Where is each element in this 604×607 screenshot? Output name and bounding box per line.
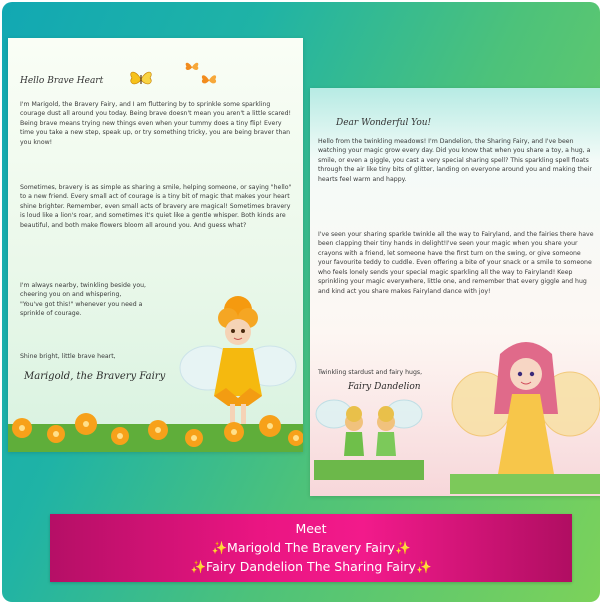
letter-greeting: Dear Wonderful You! — [336, 118, 432, 128]
letter-signature: Fairy Dandelion — [348, 382, 421, 392]
bravery-fairy-letter — [8, 38, 303, 452]
background-frame — [2, 2, 600, 602]
butterfly-icon — [200, 72, 218, 88]
letter-closing: Shine bright, little brave heart, — [20, 353, 116, 360]
letter-paragraph: I've seen your sharing sparkle twinkle all the way to Fairyland, and the fairies there have been clapping their tiny hands in delight!I've seen your magic when you share your crayons with a friend, let someone have the first turn on the swing, or give someone your favourite teddy to cuddle. Even offering a bite of your snack or a smile to someone who feels lonely sends your special magic sparkling all the way to Fairyland! Keep sprinkling your magic everywhere, little one, and remember that every giggle and hug and kind act you share makes Fairyland dance with joy! — [318, 231, 596, 295]
small-fairies-illustration — [314, 384, 424, 480]
banner-heading: Meet — [295, 521, 327, 536]
letter-signature: Marigold, the Bravery Fairy — [24, 371, 166, 382]
butterfly-icon — [128, 68, 154, 90]
letter-paragraph: I'm Marigold, the Bravery Fairy, and I am fluttering by to sprinkle some sparkling courage dust all around you today. Being brave doesn't mean you aren't a little scared! Being brave means trying new things even when your tummy does a tiny flip! Every time you take a new step, speak up, or try something tricky, you are being braver than you know! — [20, 101, 293, 146]
letter-paragraph: I'm always nearby, twinkling beside you, cheering you on and whispering, "You've got this!" whenever you need a sprinkle of courage. — [20, 282, 147, 318]
banner-fairy-name: ✨Fairy Dandelion The Sharing Fairy✨ — [190, 559, 432, 574]
dandelion-fairy-illustration — [450, 334, 600, 494]
letter-closing: Twinkling stardust and fairy hugs, — [318, 369, 423, 376]
banner-fairy-name: ✨Marigold The Bravery Fairy✨ — [211, 540, 411, 555]
meet-banner — [50, 514, 572, 582]
letter-paragraph: Hello from the twinkling meadows! I'm Dandelion, the Sharing Fairy, and I've been watching your magic grow every day. Did you know that when you share a toy, a hug, a smile, or even a giggle, you cast a very special sharing spell? This sparkling spell floats through the air like tiny bits of glitter, landing on everyone around you and making their hearts feel warm and happy. — [318, 138, 594, 183]
flower-border — [8, 394, 303, 452]
letter-greeting: Hello Brave Heart — [20, 76, 104, 86]
sharing-fairy-letter — [310, 88, 600, 496]
butterfly-icon — [184, 60, 200, 74]
letter-paragraph: Sometimes, bravery is as simple as sharing a smile, helping someone, or saying "hello" to a new friend. Every small act of courage is a tiny bit of magic that makes your heart shine brighter. Remember, even small acts of bravery are magical! Sometimes bravery is loud like a lion's roar, and sometimes it's quiet like a gentle whisper. Both kinds are beautiful, and both make flowers bloom all around you. And guess what? — [20, 184, 294, 229]
